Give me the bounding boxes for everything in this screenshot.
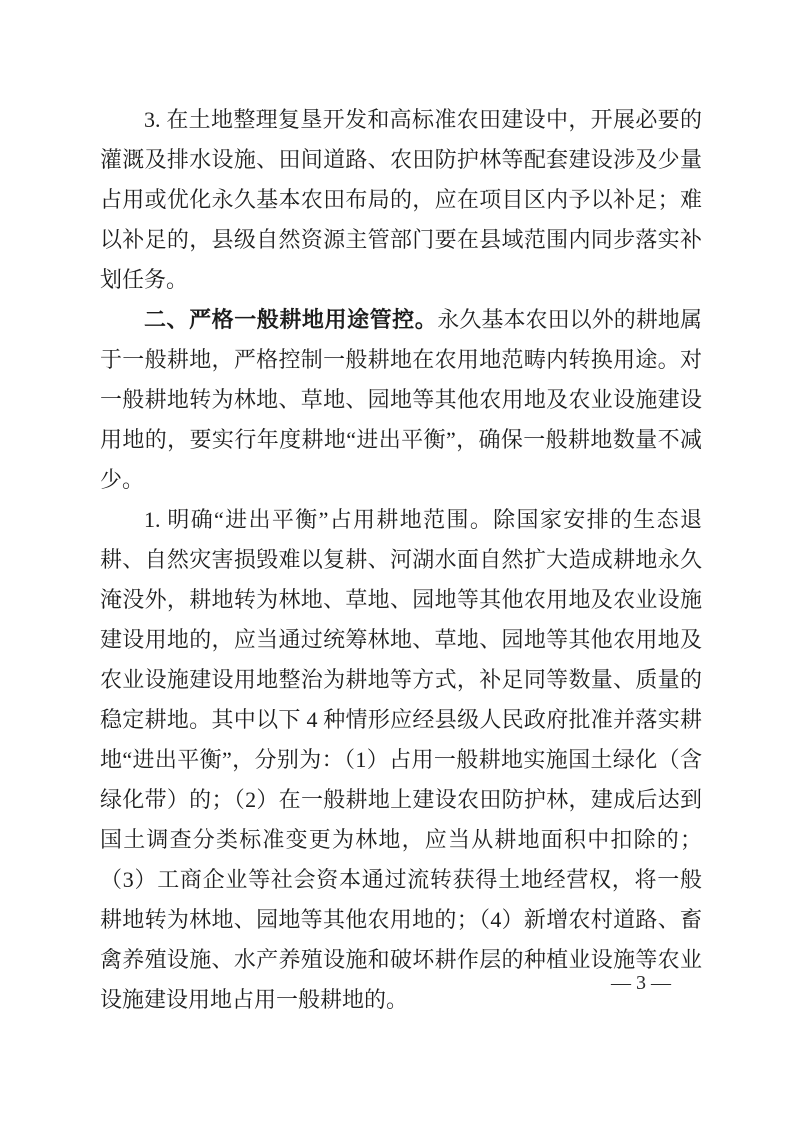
paragraph-item-1: [100, 500, 702, 1020]
section-heading: 二、严格一般耕地用途管控。: [144, 307, 438, 332]
paragraph-section-2: [100, 300, 702, 500]
paragraph-item-3: [100, 100, 702, 300]
paragraph-text: 1. 明确“进出平衡”占用耕地范围。除国家安排的生态退耕、自然灾害损毁难以复耕、河湖水面自然扩大造成耕地永久淹没外，耕地转为林地、草地、园地等其他农用地及农业设施建设用地的，应当通过统筹林地、草地、园地等其他农用地及农业设施建设用地整治为耕地等方式，补足同等数量、质量的稳定耕地。其中以下 4 种情形应经县级人民政府批准并落实耕地“进出平衡”，分别为：（1）占用一般耕地实施国土绿化（含绿化带）的；（2）在一般耕地上建设农田防护林，建成后达到国土调查分类标准变更为林地，应当从耕地面积中扣除的；（3）工商企业等社会资本通过流转获得土地经营权，将一般耕地转为林地、园地等其他农用地的；（4）新增农村道路、畜禽养殖设施、水产养殖设施和破坏耕作层的种植业设施等农业设施建设用地占用一般耕地的。: [100, 507, 702, 1012]
page-number: — 3 —: [611, 972, 671, 994]
paragraph-text: 3. 在土地整理复垦开发和高标准农田建设中，开展必要的灌溉及排水设施、田间道路、农田防护林等配套建设涉及少量占用或优化永久基本农田布局的，应在项目区内予以补足；难以补足的，县级自然资源主管部门要在县域范围内同步落实补划任务。: [100, 107, 702, 292]
document-body: [100, 100, 702, 1020]
paragraph-text: 永久基本农田以外的耕地属于一般耕地，严格控制一般耕地在农用地范畴内转换用途。对一般耕地转为林地、草地、园地等其他农用地及农业设施建设用地的，要实行年度耕地“进出平衡”，确保一般耕地数量不减少。: [100, 307, 702, 492]
